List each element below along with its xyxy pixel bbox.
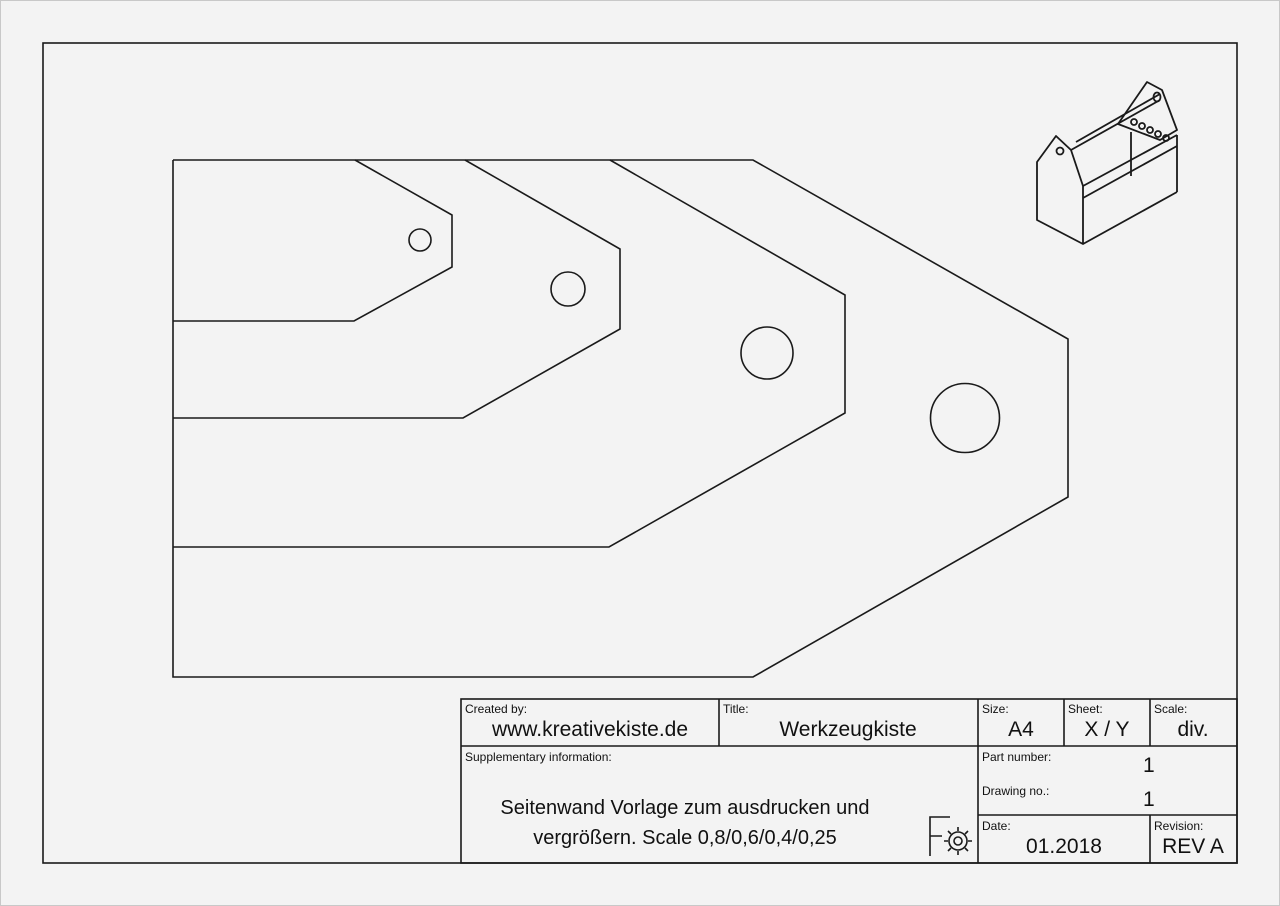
revision-label: Revision: [1154,819,1204,833]
supplementary-text [465,793,905,853]
side-wall-outline-scale-0-4 [173,160,620,418]
fusion-gear-logo-icon [930,817,972,856]
sheet-label: Sheet: [1068,702,1103,716]
handle-hole-scale-0-6 [741,327,793,379]
title-label: Title: [723,702,749,716]
size-label: Size: [982,702,1009,716]
side-wall-templates [173,160,1068,677]
date-value: 01.2018 [1026,835,1102,858]
part-number-label: Part number: [982,750,1052,764]
side-wall-outline-scale-0-25 [173,160,452,321]
created-by-value: www.kreativekiste.de [491,718,689,741]
scale-label: Scale: [1154,702,1188,716]
part-number-value: 1 [1143,754,1155,777]
size-value: A4 [1008,718,1034,741]
drawing-no-value: 1 [1143,788,1155,811]
handle-hole-scale-0-4 [551,272,585,306]
supplementary-line-2: vergrößern. Scale 0,8/0,6/0,4/0,25 [533,827,837,849]
supplementary-label: Supplementary information: [465,750,612,764]
sheet-value: X / Y [1084,718,1130,741]
scale-value: div. [1177,718,1209,741]
side-wall-outline-scale-0-6 [173,160,845,547]
title-value: Werkzeugkiste [779,718,917,741]
revision-value: REV A [1162,835,1224,858]
created-by-label: Created by: [465,702,528,716]
handle-hole-scale-0-8 [931,384,1000,453]
date-label: Date: [982,819,1011,833]
drawing-no-label: Drawing no.: [982,784,1050,798]
handle-hole-scale-0-25 [409,229,431,251]
supplementary-line-1: Seitenwand Vorlage zum ausdrucken und [500,797,870,819]
toolbox-isometric-icon [1037,82,1177,244]
